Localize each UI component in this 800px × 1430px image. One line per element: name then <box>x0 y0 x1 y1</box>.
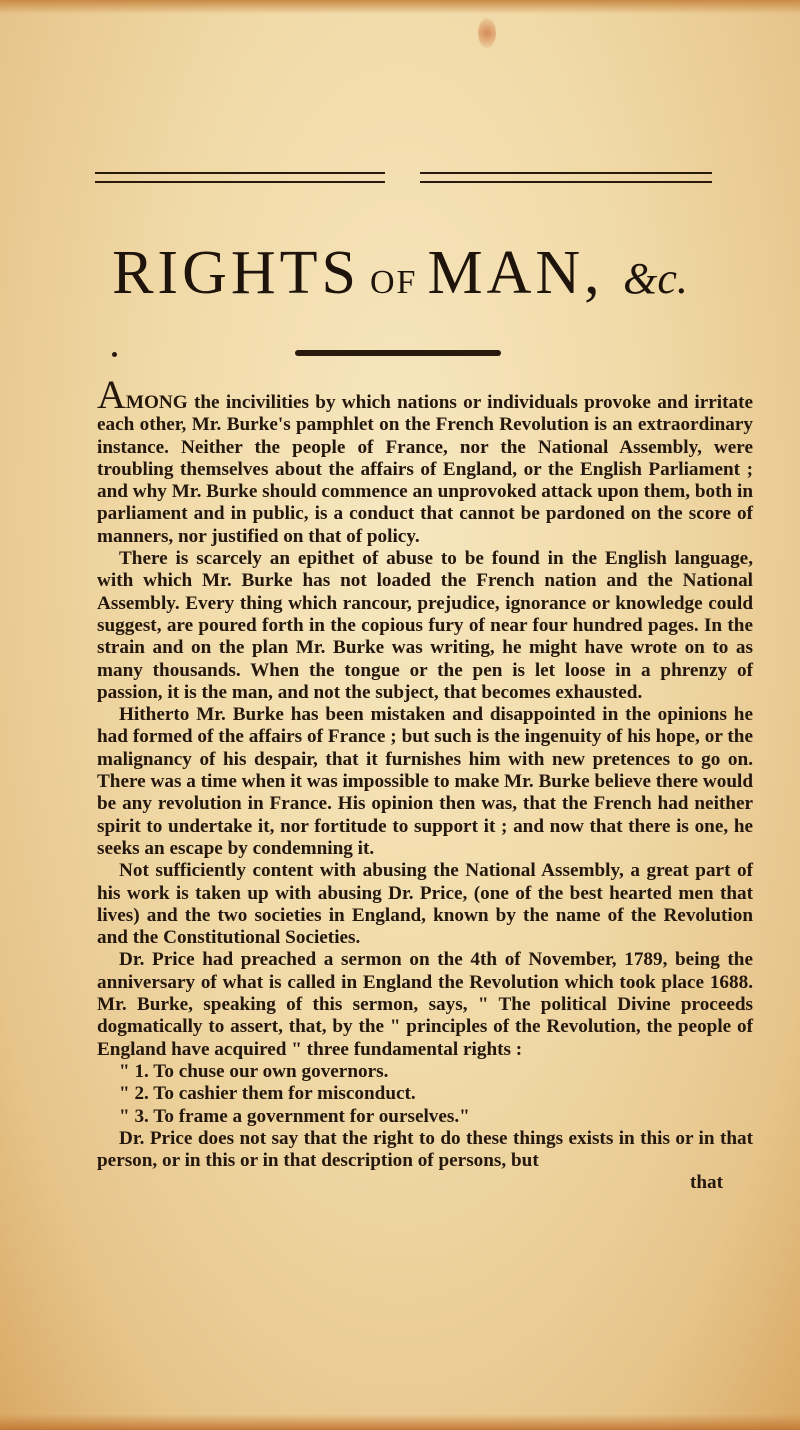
catchword: that <box>689 1172 723 1194</box>
paragraph-3: Hitherto Mr. Burke has been mistaken and disappointed in the opinions he had formed of the affairs of France ; but such is the ingenuity of his hope, or the malignancy of his despair, that it furnishes him with new pretences to go on. There was a time when it was impossible to make Mr. Burke believe there would be any revolution in France. His opinion then was, that the French had neither spirit to undertake it, nor fortitude to support it ; and now that there is one, he seeks an escape by condemning it. <box>97 704 753 859</box>
paragraph-1-text: the incivilities by which nations or individuals provoke and irritate each other, Mr. Burke's pamphlet on the French Revolution is an extraordinary instance. Neither the people of France, nor the National Assembly, were troubling themselves about the affairs of England, or the English Parliament ; and why Mr. Burke should commence an unprovoked attack upon them, both in parliament and in public, is a conduct that cannot be pardoned on the score of manners, nor justified on that of policy. <box>97 392 753 547</box>
page-top-edge <box>0 0 800 14</box>
header-rule-left <box>95 172 385 183</box>
paragraph-5: Dr. Price had preached a sermon on the 4th of November, 1789, being the anniversary of what is called in England the Revolution which took place 1688. Mr. Burke, speaking of this sermon, says, " The political Divine proceeds dogmatically to assert, that, by the " principles of the Revolution, the people of England have acquired " three fundamental rights : <box>97 949 753 1060</box>
paragraph-6: Dr. Price does not say that the right to do these things exists in this or in that person, or in this or in that description of persons, but <box>97 1127 753 1172</box>
paragraph-2: There is scarcely an epithet of abuse to be found in the English language, with which Mr. Burke has not loaded the French nation and the National Assembly. Every thing which rancour, prejudice, ignorance or knowledge could suggest, are poured forth in the copious fury of near four hundred pages. In the strain and on the plan Mr. Burke was writing, he might have wrote on to as many thousands. When the tongue or the pen is let loose in a phrenzy of passion, it is the man, and not the subject, that becomes exhausted. <box>97 548 753 703</box>
right-1: " 1. To chuse our own governors. <box>119 1060 389 1082</box>
opening-word: MONG <box>125 392 188 413</box>
paragraph-4: Not sufficiently content with abusing the National Assembly, a great part of his work is taken up with abusing Dr. Price, (one of the best hearted men that lives) and the two societies in England, known by the name of the Revolution and the Constitutional Societies. <box>97 860 753 949</box>
header-rule-right <box>420 172 712 183</box>
title-of: OF <box>369 264 418 301</box>
page-title <box>0 238 800 309</box>
right-2: " 2. To cashier them for misconduct. <box>119 1083 416 1105</box>
title-man: MAN, <box>427 239 604 307</box>
body-text <box>97 372 753 1195</box>
right-3: " 3. To frame a government for ourselves." <box>119 1105 470 1127</box>
title-rights: RIGHTS <box>112 239 360 307</box>
page-bottom-edge <box>0 1414 800 1430</box>
paragraph-1 <box>97 372 753 548</box>
ornament-dot <box>112 352 117 357</box>
title-etc: &c. <box>623 254 688 303</box>
title-underline-rule <box>295 350 501 356</box>
ink-stain <box>478 18 496 48</box>
drop-cap: A <box>97 372 126 417</box>
